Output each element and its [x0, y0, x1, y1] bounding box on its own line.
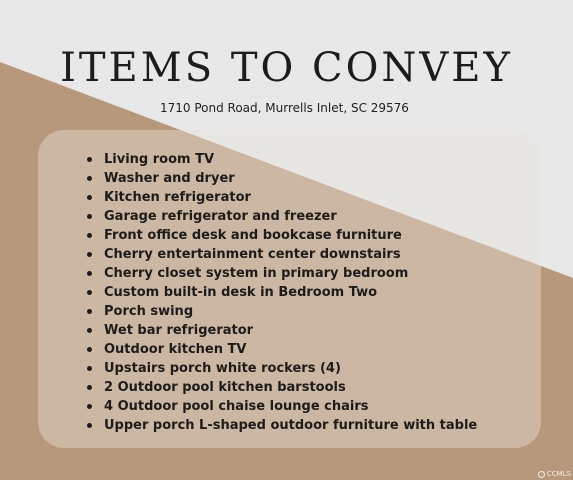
list-item: [84, 207, 477, 226]
list-item-text: Washer and dryer: [104, 171, 235, 186]
list-item-text: Living room TV: [104, 152, 215, 167]
page-title: ITEMS TO CONVEY: [60, 45, 513, 91]
bullet-icon: [87, 309, 92, 314]
list-item: [84, 150, 477, 169]
bullet-icon: [87, 233, 92, 238]
list-item-text: Wet bar refrigerator: [104, 323, 254, 338]
list-item: [84, 264, 477, 283]
bullet-icon: [87, 157, 92, 162]
list-item: [84, 416, 477, 435]
bullet-icon: [87, 385, 92, 390]
list-item-text: Cherry closet system in primary bedroom: [104, 266, 409, 281]
list-item-text: 2 Outdoor pool kitchen barstools: [104, 380, 346, 395]
mls-watermark: [538, 470, 571, 478]
bullet-icon: [87, 195, 92, 200]
list-item-text: Cherry entertainment center downstairs: [104, 247, 401, 262]
bullet-icon: [87, 252, 92, 257]
list-item: [84, 188, 477, 207]
bullet-icon: [87, 328, 92, 333]
bullet-icon: [87, 271, 92, 276]
list-item: [84, 378, 477, 397]
list-item-text: Kitchen refrigerator: [104, 190, 251, 205]
list-item-text: Custom built-in desk in Bedroom Two: [104, 285, 378, 300]
watermark-text: CCMLS: [546, 470, 571, 478]
items-list: [84, 150, 477, 435]
bullet-icon: [87, 366, 92, 371]
bullet-icon: [87, 404, 92, 409]
bullet-icon: [87, 290, 92, 295]
list-item: [84, 340, 477, 359]
list-item: [84, 245, 477, 264]
list-item-text: Upper porch L-shaped outdoor furniture with table: [104, 418, 478, 433]
bullet-icon: [87, 176, 92, 181]
list-item: [84, 302, 477, 321]
list-item-text: Outdoor kitchen TV: [104, 342, 247, 357]
list-item-text: Garage refrigerator and freezer: [104, 209, 337, 224]
list-item: [84, 226, 477, 245]
list-item-text: Upstairs porch white rockers (4): [104, 361, 341, 376]
list-item: [84, 321, 477, 340]
list-item: [84, 283, 477, 302]
bullet-icon: [87, 214, 92, 219]
mls-logo-icon: [538, 471, 545, 478]
bullet-icon: [87, 423, 92, 428]
list-item-text: 4 Outdoor pool chaise lounge chairs: [104, 399, 369, 414]
list-item-text: Front office desk and bookcase furniture: [104, 228, 402, 243]
list-item: [84, 359, 477, 378]
property-address: 1710 Pond Road, Murrells Inlet, SC 29576: [160, 101, 409, 115]
list-item: [84, 397, 477, 416]
bullet-icon: [87, 347, 92, 352]
list-item: [84, 169, 477, 188]
list-item-text: Porch swing: [104, 304, 194, 319]
